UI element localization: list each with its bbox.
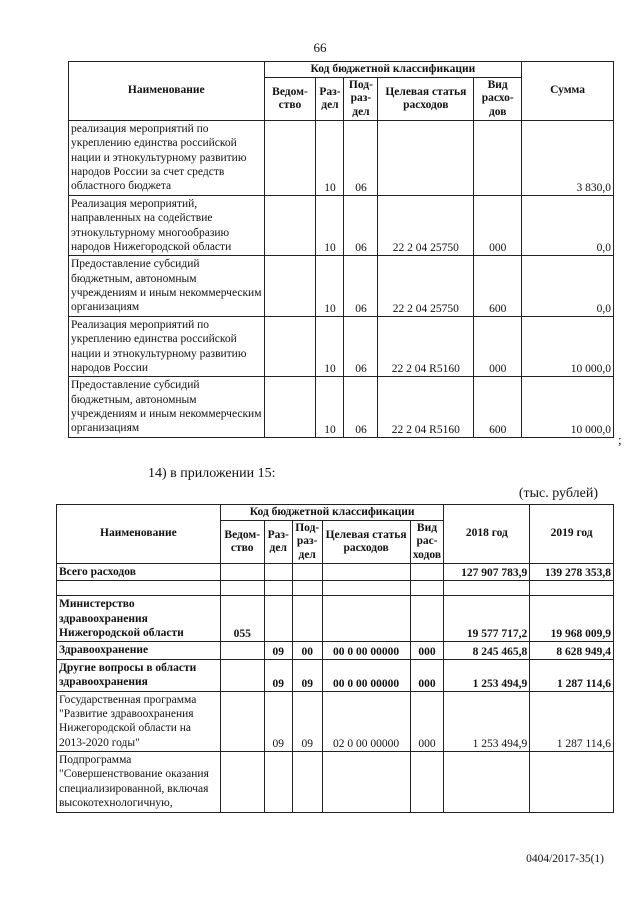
row-vedomstvo	[220, 691, 264, 752]
row-name: Предоставление субсидий бюджетным, автономным учреждениям и иным некоммерческим организациям	[69, 256, 265, 317]
row-razdel: 09	[264, 659, 292, 691]
header-classification-code: Код бюджетной классификации	[264, 62, 522, 78]
row-podrazdel	[292, 563, 322, 580]
spacer-cell	[444, 581, 530, 596]
header-target-article: Целевая статья расходов	[378, 78, 474, 121]
header-classification-code: Код бюджетной классификации	[220, 505, 444, 521]
spacer-cell	[57, 581, 221, 596]
row-target-article: 22 2 04 R5160	[378, 377, 474, 438]
header-podrazdel: Под-раз-дел	[292, 521, 322, 564]
spacer-cell	[530, 581, 614, 596]
row-2018	[444, 752, 530, 813]
table-row	[69, 377, 614, 438]
row-razdel: 10	[316, 377, 344, 438]
row-2018: 127 907 783,9	[444, 563, 530, 580]
table-row	[57, 691, 614, 752]
row-vedomstvo	[220, 659, 264, 691]
row-name: Другие вопросы в области здравоохранения	[57, 659, 221, 691]
row-name: реализация мероприятий по укреплению единства российской нации и этнокультурному развитию народов России за счет средств областного бюджета	[69, 120, 265, 195]
row-razdel: 10	[316, 256, 344, 317]
header-razdel: Раз-дел	[316, 78, 344, 121]
spacer-cell	[292, 581, 322, 596]
spacer-row	[57, 581, 614, 596]
table-row	[57, 596, 614, 642]
row-2018: 8 245 465,8	[444, 642, 530, 659]
table-row	[69, 256, 614, 317]
row-razdel	[264, 563, 292, 580]
row-2018: 1 253 494,9	[444, 659, 530, 691]
row-2018: 1 253 494,9	[444, 691, 530, 752]
budget-table-appendix	[68, 61, 614, 438]
row-target-article: 00 0 00 00000	[322, 659, 410, 691]
row-2019: 1 287 114,6	[530, 691, 614, 752]
row-sum: 0,0	[522, 256, 614, 317]
row-2019: 139 278 353,8	[530, 563, 614, 580]
row-razdel: 09	[264, 691, 292, 752]
row-vedomstvo	[220, 752, 264, 813]
header-name: Наименование	[69, 62, 265, 121]
spacer-cell	[264, 581, 292, 596]
row-target-article: 22 2 04 25750	[378, 256, 474, 317]
row-expense-type: 600	[474, 377, 522, 438]
header-razdel: Раз-дел	[264, 521, 292, 564]
row-name: Реализация мероприятий по укреплению единства российской нации и этнокультурному развитию народов России	[69, 316, 265, 377]
row-razdel	[264, 752, 292, 813]
header-sum: Сумма	[522, 62, 614, 121]
row-2019	[530, 752, 614, 813]
row-podrazdel	[292, 596, 322, 642]
header-podrazdel: Под-раз-дел	[344, 78, 378, 121]
row-target-article	[322, 596, 410, 642]
table-trailing-semicolon: ;	[618, 432, 622, 447]
header-vedomstvo: Ведом-ство	[264, 78, 316, 121]
header-name: Наименование	[57, 505, 221, 564]
table-row	[57, 642, 614, 659]
page-number: 66	[313, 40, 327, 55]
row-vedomstvo	[220, 642, 264, 659]
row-vedomstvo: 055	[220, 596, 264, 642]
row-sum: 0,0	[522, 195, 614, 256]
row-razdel: 10	[316, 195, 344, 256]
row-target-article	[322, 752, 410, 813]
row-target-article	[322, 563, 410, 580]
header-vedomstvo: Ведом-ство	[220, 521, 264, 564]
document-code: 0404/2017-35(1)	[526, 853, 604, 865]
row-podrazdel: 06	[344, 195, 378, 256]
row-expense-type: 000	[410, 642, 444, 659]
row-podrazdel: 09	[292, 659, 322, 691]
row-target-article	[378, 120, 474, 195]
spacer-cell	[220, 581, 264, 596]
row-2019: 1 287 114,6	[530, 659, 614, 691]
row-sum: 10 000,0	[522, 377, 614, 438]
row-vedomstvo	[264, 316, 316, 377]
row-expense-type: 600	[474, 256, 522, 317]
row-2018: 19 577 717,2	[444, 596, 530, 642]
header-2018: 2018 год	[444, 505, 530, 564]
row-name: Реализация мероприятий, направленных на содействие этнокультурному многообразию народов Нижегородской области	[69, 195, 265, 256]
row-target-article: 22 2 04 25750	[378, 195, 474, 256]
spacer-cell	[322, 581, 410, 596]
row-target-article: 02 0 00 00000	[322, 691, 410, 752]
row-podrazdel: 06	[344, 316, 378, 377]
row-2019: 8 628 949,4	[530, 642, 614, 659]
table-row	[57, 563, 614, 580]
row-podrazdel	[292, 752, 322, 813]
table-row	[57, 752, 614, 813]
row-podrazdel: 09	[292, 691, 322, 752]
row-vedomstvo	[220, 563, 264, 580]
row-expense-type	[410, 563, 444, 580]
row-podrazdel: 06	[344, 120, 378, 195]
row-expense-type	[410, 596, 444, 642]
row-target-article: 22 2 04 R5160	[378, 316, 474, 377]
table-row	[69, 120, 614, 195]
header-expense-type: Вид расхо-дов	[474, 78, 522, 121]
row-target-article: 00 0 00 00000	[322, 642, 410, 659]
row-vedomstvo	[264, 120, 316, 195]
budget-table-appendix-15	[56, 504, 614, 813]
row-expense-type: 000	[474, 316, 522, 377]
row-expense-type	[410, 752, 444, 813]
row-razdel: 10	[316, 120, 344, 195]
row-podrazdel: 06	[344, 256, 378, 317]
row-vedomstvo	[264, 377, 316, 438]
row-expense-type	[474, 120, 522, 195]
header-expense-type: Вид рас-ходов	[410, 521, 444, 564]
row-name: Министерство здравоохранения Нижегородской области	[57, 596, 221, 642]
table-row	[69, 195, 614, 256]
row-2019: 19 968 009,9	[530, 596, 614, 642]
row-vedomstvo	[264, 195, 316, 256]
row-razdel: 10	[316, 316, 344, 377]
row-sum: 3 830,0	[522, 120, 614, 195]
row-razdel: 09	[264, 642, 292, 659]
header-2019: 2019 год	[530, 505, 614, 564]
row-vedomstvo	[264, 256, 316, 317]
table-row	[69, 316, 614, 377]
row-podrazdel: 00	[292, 642, 322, 659]
unit-label: (тыс. рублей)	[518, 486, 598, 501]
row-name: Всего расходов	[57, 563, 221, 580]
row-name: Подпрограмма "Совершенствование оказания специализированной, включая высокотехнологичную,	[57, 752, 221, 813]
header-target-article: Целевая статья расходов	[322, 521, 410, 564]
row-sum: 10 000,0	[522, 316, 614, 377]
row-name: Предоставление субсидий бюджетным, автономным учреждениям и иным некоммерческим организациям	[69, 377, 265, 438]
row-expense-type: 000	[410, 691, 444, 752]
appendix-caption: 14) в приложении 15:	[148, 466, 276, 481]
row-expense-type: 000	[410, 659, 444, 691]
row-razdel	[264, 596, 292, 642]
row-expense-type: 000	[474, 195, 522, 256]
table-row	[57, 659, 614, 691]
spacer-cell	[410, 581, 444, 596]
row-name: Здравоохранение	[57, 642, 221, 659]
row-podrazdel: 06	[344, 377, 378, 438]
row-name: Государственная программа "Развитие здравоохранения Нижегородской области на 2013-2020 годы"	[57, 691, 221, 752]
